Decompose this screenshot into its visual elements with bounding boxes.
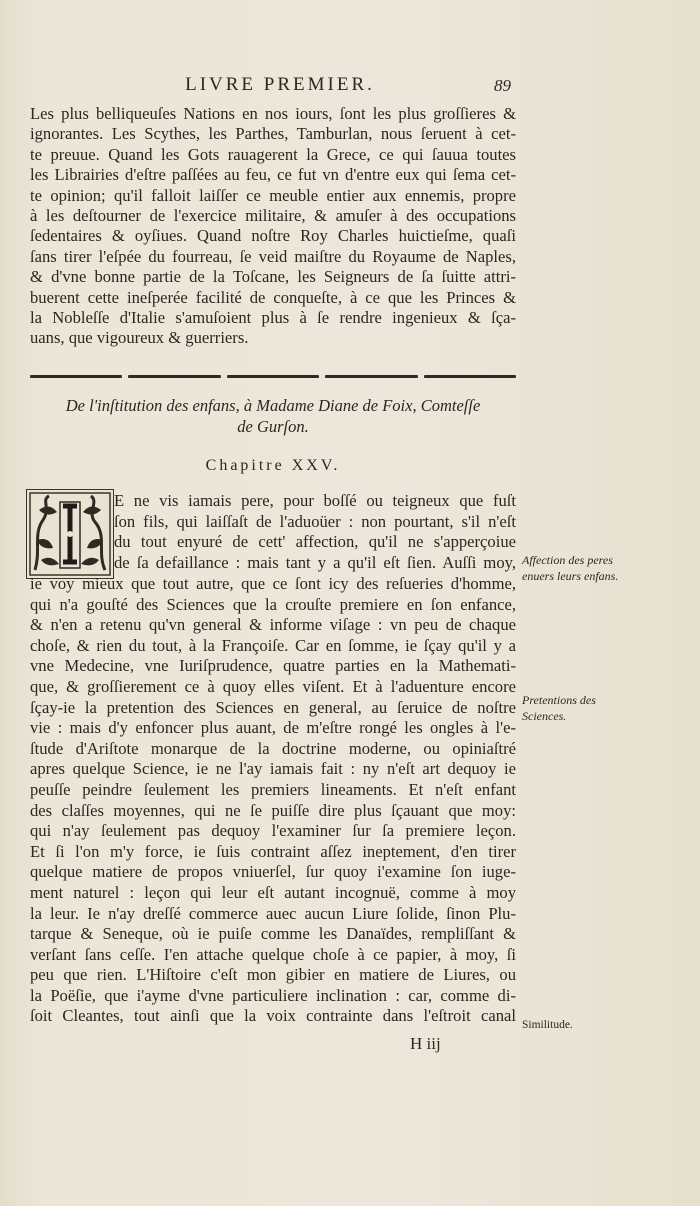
text-line: la Poëſie, que i'ayme d'vne particuliere inclination : car, comme di- xyxy=(30,985,516,1005)
text-line: ſçay-ie la pretention des Sciences en general, au ſeruice de noſtre xyxy=(30,697,516,717)
text-line: du tout enyuré de cett' affection, qu'il ne s'apperçoiue xyxy=(114,532,516,552)
text-line: ignorantes. Les Scythes, les Parthes, Tamburlan, nous ſeruent à cet- xyxy=(30,124,516,144)
rule-segment xyxy=(424,375,516,378)
chapter-title xyxy=(30,395,516,437)
text-line: la Nobleſſe d'Italie s'amuſoient plus à ſe rendre ingenieux & ſça- xyxy=(30,308,516,328)
text-line: te preuue. Quand les Gots rauagerent la Grece, ce qui ſauua toutes xyxy=(30,144,516,164)
text-line: & n'en a retenu qu'vn general & informe viſage : vn peu de chaque xyxy=(30,615,516,635)
text-line: tarque & Seneque, où ie puiſe comme les Danaïdes, rempliſſant & xyxy=(30,924,516,944)
chapter-number: Chapitre XXV. xyxy=(205,457,341,474)
text-line: te opinion; qu'il falloit laiſſer ce meuble entier aux ennemis, propre xyxy=(30,185,516,205)
text-line: & d'vne bonne partie de la Toſcane, les Seigneurs de ſa ſuitte attri- xyxy=(30,267,516,287)
decorated-initial-letter xyxy=(26,489,114,579)
margin-note-affection xyxy=(522,552,634,584)
ornamental-rule xyxy=(30,373,516,379)
signature-mark: H iij xyxy=(410,1034,441,1053)
opening-lines xyxy=(114,491,516,573)
running-head: LIVRE PREMIER. xyxy=(185,74,375,95)
text-line: que, & groſſierement ce à quoy elles viſent. Et à l'aduenture encore xyxy=(30,676,516,696)
rule-segment xyxy=(325,375,417,378)
margin-note-pretentions xyxy=(522,692,634,724)
text-line: ie voy mieux que tout autre, que ce ſont icy des reſueries d'homme, xyxy=(30,574,516,593)
text-line: ſedentaires & oyſiues. Quand noſtre Roy Charles huictieſme, quaſi xyxy=(30,226,516,246)
text-line: ſoit Cleantes, tout ainſi que la voix contrainte dans l'eſtroit canal xyxy=(30,1006,516,1026)
text-line: de ſa defaillance : mais tant y a qu'il eſt ſien. Auſſi moy, xyxy=(114,552,516,572)
text-line: la leur. Ie n'ay dreſſé commerce auec aucun Liure ſolide, ſinon Plu- xyxy=(30,903,516,923)
ornate-initial-image xyxy=(27,490,113,578)
text-line: qui n'a gouſté des Sciences que la crouſte premiere en ſon enfance, xyxy=(30,594,516,614)
margin-note-line: Affection des peres xyxy=(522,553,613,567)
margin-note-line: Pretentions des xyxy=(522,693,596,707)
text-line: peuſſe peindre ſeulement les premiers lineaments. Et n'eſt enfant xyxy=(30,779,516,799)
text-line: ſtude d'Ariſtote monarque de la doctrine moderne, ou opiniaſtré xyxy=(30,738,516,758)
text-line: uans, que vigoureux & guerriers. xyxy=(30,328,249,348)
margin-note-line: enuers leurs enfans. xyxy=(522,569,619,583)
chapter-title-line: De l'inſtitution des enfans, à Madame Diane de Foix, Comteſſe xyxy=(65,396,481,415)
rule-segment xyxy=(227,375,319,378)
text-line: Et ſi l'on m'y force, ie ſuis contraint aſſez ineptement, d'en tirer xyxy=(30,841,516,861)
text-line: verſant ſans ceſſe. I'en attache quelque choſe à ce papier, à moy, ſi xyxy=(30,944,516,964)
text-line: buerent cette ineſperée facilité de conqueſte, à ce que les Princes & xyxy=(30,287,516,307)
rule-segment xyxy=(128,375,220,378)
text-line: E ne vis iamais pere, pour boſſé ou teigneux que fuſt xyxy=(114,491,516,510)
margin-note-similitude: Similitude. xyxy=(522,1019,573,1031)
rule-segment xyxy=(30,375,122,378)
text-line: apres quelque Science, ie ne l'ay iamais fait : ny n'eſt art dequoy ie xyxy=(30,759,516,779)
text-line: quelque matiere de propos vniuerſel, ſur quoy i'examine ſon iuge- xyxy=(30,862,516,882)
text-line: ſans tirer l'eſpée du fourreau, ſe veid maiſtre du Royaume de Naples, xyxy=(30,246,516,266)
text-line: ment naturel : leçon qui leur eſt autant incognuë, comme à moy xyxy=(30,882,516,902)
closing-paragraph xyxy=(30,104,516,349)
text-line: ſon fils, qui laiſſaſt de l'aduoüer : non pourtant, s'il n'eſt xyxy=(114,511,516,531)
chapter-body xyxy=(30,574,516,1027)
text-line: des claſſes moyennes, qui ne ſe puiſſe dire plus ſçauant que moy: xyxy=(30,800,516,820)
chapter-title-line: de Gurſon. xyxy=(237,417,309,436)
text-line: Les plus belliqueuſes Nations en nos iours, ſont les plus groſſieres & xyxy=(30,104,516,123)
text-line: choſe, & rien du tout, à la Françoiſe. Car en ſomme, ie ſçay qu'il y a xyxy=(30,635,516,655)
text-line: à les deſtourner de l'exercice militaire, & amuſer à des occupations xyxy=(30,206,516,226)
text-line: les Librairies d'eſtre paſſées au feu, ce fut vn d'entre eux qui ſema cet- xyxy=(30,165,516,185)
text-line: vne Medecine, vne Iuriſprudence, quatre parties en la Mathemati- xyxy=(30,656,516,676)
margin-note-line: Sciences. xyxy=(522,709,567,723)
text-line: peu que rien. L'Hiſtoire c'eſt mon gibier en matiere de Liures, ou xyxy=(30,965,516,985)
page-number: 89 xyxy=(494,76,511,95)
text-line: qui n'ay ſeulement pas dequoy l'examiner ſur ſa premiere leçon. xyxy=(30,821,516,841)
text-line: vie : mais d'y enfoncer plus auant, de m'eſtre rongé les ongles à l'e- xyxy=(30,718,516,738)
